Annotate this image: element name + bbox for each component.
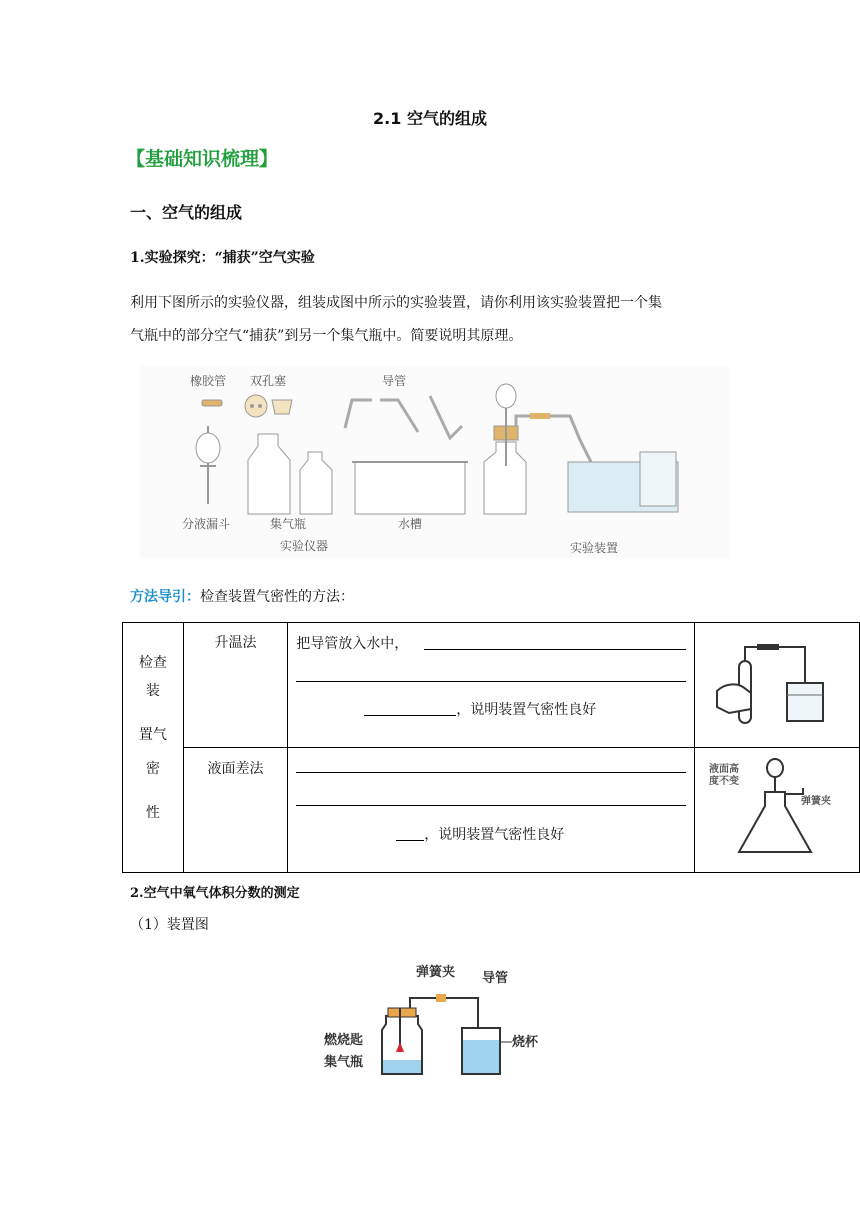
level-figure-cell: [695, 748, 860, 873]
row-header-5: 性: [145, 805, 160, 821]
subheading-apparatus: （1）装置图: [130, 917, 209, 933]
heading-air-composition: 一、空气的组成: [130, 203, 243, 222]
label-rubber-tube: 橡胶管: [190, 374, 227, 388]
label-funnel: 分液漏斗: [182, 517, 231, 531]
method2-line3-suffix: ，说明装置气密性良好: [424, 827, 565, 843]
method-line3-suffix: ，说明装置气密性良好: [456, 702, 597, 718]
label-gas-bottle: 集气瓶: [270, 517, 307, 531]
label-setup: 实验装置: [570, 541, 619, 555]
heading-experiment: 1.实验探究：“捕获”空气实验: [130, 250, 315, 266]
method-name-heat: 升温法: [214, 635, 257, 651]
row-header-2: 装: [145, 683, 160, 699]
paragraph-line-2: 气瓶中的部分空气“捕获”到另一个集气瓶中。简要说明其原理。: [130, 328, 523, 344]
blank-3[interactable]: [364, 715, 456, 716]
level-method-figure: [695, 748, 855, 868]
heat-figure-cell: [695, 623, 860, 748]
paragraph-line-1: 利用下图所示的实验仪器，组装成图中所示的实验装置，请你利用该实验装置把一个集: [130, 295, 662, 311]
label-level: 液面高: [709, 764, 739, 775]
blank-6[interactable]: [396, 840, 424, 841]
blank-1[interactable]: [424, 649, 686, 650]
label-pipe: 导管: [382, 374, 407, 388]
label-beaker: 烧杯: [512, 1035, 539, 1050]
row-header-3: 置气: [138, 727, 167, 743]
method-fill-cell-1: [288, 623, 695, 748]
label-clamp: 弹簧夹: [801, 796, 831, 807]
method-name-level: 液面差法: [207, 761, 264, 777]
experiment-instruments-figure: [140, 366, 730, 558]
blank-4[interactable]: [296, 772, 686, 773]
label-pipe-2: 导管: [482, 971, 509, 986]
method-label: 方法导引：: [130, 589, 200, 605]
airtightness-table: [122, 622, 860, 873]
label-stopper: 双孔塞: [250, 374, 287, 388]
oxygen-apparatus-figure: [322, 960, 552, 1084]
method-name-cell-1: [183, 623, 288, 748]
blank-2[interactable]: [296, 681, 686, 682]
label-level-2: 度不变: [709, 776, 739, 787]
blank-5[interactable]: [296, 805, 686, 806]
funnel-icon: [196, 433, 220, 463]
label-bottle: 集气瓶: [324, 1055, 364, 1070]
method-fill-cell-2: [288, 748, 695, 873]
label-trough: 水槽: [398, 517, 423, 531]
hand-icon: [717, 684, 751, 713]
heat-method-figure: [695, 623, 855, 743]
heading-oxygen: 2.空气中氧气体积分数的测定: [130, 886, 300, 901]
row-header-cell: [123, 623, 184, 873]
stopper-icon: [245, 395, 267, 417]
row-header-4: 密: [145, 761, 160, 777]
label-instruments: 实验仪器: [280, 539, 329, 553]
page-title: 2.1 空气的组成: [373, 109, 487, 128]
rubber-tube-icon: [202, 400, 222, 406]
spring-clamp-icon: [436, 994, 446, 1002]
label-spoon: 燃烧匙: [324, 1033, 364, 1048]
section-heading: 【基础知识梳理】: [126, 148, 279, 170]
label-clamp-2: 弹簧夹: [416, 965, 456, 980]
trough-icon: [355, 462, 465, 514]
method-line1-prefix: 把导管放入水中，: [296, 636, 409, 652]
method-name-cell-2: [183, 748, 288, 873]
method-text: 检查装置气密性的方法：: [200, 589, 354, 605]
method-guide: [130, 586, 354, 606]
row-header-1: 检查: [138, 655, 167, 671]
